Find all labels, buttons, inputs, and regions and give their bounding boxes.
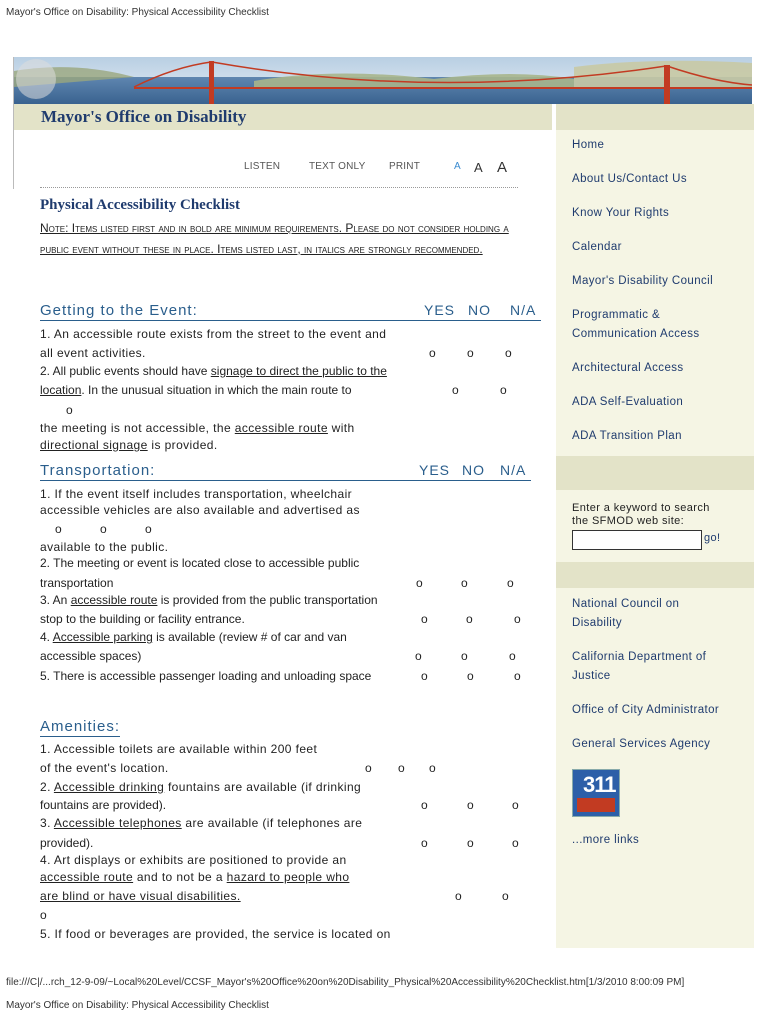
amenities-item-1-no[interactable]: o (398, 761, 405, 775)
section-amenities[interactable]: Amenities: (40, 718, 121, 735)
transport-item-4-na[interactable]: o (509, 649, 516, 663)
amenities-accessible-route-link[interactable]: accessible route (40, 870, 134, 884)
amenities-item-3-na[interactable]: o (512, 836, 519, 850)
transport-item-4-line1: 4. Accessible parking is available (review # of car and van (40, 630, 347, 644)
sidebar-mid-band (552, 456, 754, 490)
dotted-divider (40, 187, 518, 188)
sidebar-gap (552, 104, 556, 948)
getting-item-2-na[interactable]: o (66, 403, 73, 417)
sidebar (552, 104, 754, 948)
transport-item-2-yes[interactable]: o (416, 576, 423, 590)
amenities-item-4-yes[interactable]: o (455, 889, 462, 903)
checklist-note[interactable]: Note: Items listed first and in bold are minimum requirements. Please do not consider holding a public event without these in place. Items listed last, in italics are strongly recommended. (40, 221, 509, 256)
hazard-link[interactable]: hazard to people who (226, 870, 350, 884)
golden-gate-bridge-image (14, 57, 752, 105)
getting-item-2-no[interactable]: o (500, 383, 507, 397)
directional-signage-link[interactable]: directional signage (40, 438, 148, 452)
sidebar-lower-band (552, 562, 754, 588)
amenities-item-4-line3 (40, 889, 241, 903)
search-label: Enter a keyword to search the SFMOD web site: (572, 502, 710, 527)
transport-item-1-line1: 1. If the event itself includes transportation, wheelchair (40, 487, 353, 501)
bridge-banner (14, 57, 752, 105)
text-size-large[interactable]: A (497, 159, 508, 176)
getting-item-2-line4: directional signage is provided. (40, 438, 218, 452)
amenities-item-4-no[interactable]: o (502, 889, 509, 903)
site-title[interactable]: Mayor's Office on Disability (41, 107, 247, 126)
transport-item-1-yes[interactable]: o (55, 522, 62, 536)
getting-item-2-line1: 2. All public events should have signage to direct the public to the (40, 364, 387, 378)
transport-item-2-line2: transportation (40, 576, 114, 590)
sidebar-top-band (552, 104, 754, 130)
transport-item-5-na[interactable]: o (514, 669, 521, 683)
amenities-item-2-line2: fountains are provided). (40, 798, 167, 812)
transport-item-2-line1: 2. The meeting or event is located close to accessible public (40, 556, 360, 570)
getting-item-1-na[interactable]: o (505, 346, 512, 360)
signage-link[interactable]: signage to direct the public to the (210, 364, 387, 378)
accessible-parking-link[interactable]: Accessible parking (52, 630, 153, 644)
more-links-link[interactable]: ...more links (572, 834, 640, 846)
listen-link[interactable]: LISTEN (244, 161, 281, 172)
amenities-item-1-line1: 1. Accessible toilets are available within 200 feet (40, 742, 318, 756)
getting-item-1-no[interactable]: o (467, 346, 474, 360)
nav-about-contact[interactable]: About Us/Contact Us (572, 173, 687, 185)
transport-item-3-line1: 3. An accessible route is provided from the public transportation (40, 593, 378, 607)
amenities-item-5: 5. If food or beverages are provided, the service is located on (40, 927, 391, 941)
accessible-telephones-link[interactable]: Accessible telephones (53, 816, 182, 830)
transport-item-3-line2: stop to the building or facility entrance. (40, 612, 245, 626)
nav-programmatic-access[interactable]: Programmatic & Communication Access (572, 309, 700, 340)
print-footer-path: file:///C|/...rch_12-9-09/~Local%20Level/CCSF_Mayor's%20Office%20on%20Disability_Physical%20Accessibility%20Checklist.htm[1/3/2010 8:00:09 PM] (6, 977, 685, 988)
accessible-drinking-link[interactable]: Accessible drinking (53, 780, 165, 794)
transport-item-1-na[interactable]: o (145, 522, 152, 536)
amenities-item-2-line1: 2. Accessible drinking fountains are available (if drinking (40, 780, 362, 794)
amenities-item-4-na[interactable]: o (40, 908, 47, 922)
amenities-item-2-na[interactable]: o (512, 798, 519, 812)
getting-item-1-line1: 1. An accessible route exists from the street to the event and (40, 327, 387, 341)
link-national-council[interactable]: National Council on Disability (572, 598, 680, 629)
print-link[interactable]: PRINT (389, 161, 420, 172)
text-size-medium[interactable]: A (474, 160, 483, 175)
amenities-item-3-line1: 3. Accessible telephones are available (if telephones are (40, 816, 363, 830)
getting-item-2-line3: the meeting is not accessible, the accessible route with (40, 421, 355, 435)
site-title-bar (14, 104, 552, 130)
getting-item-1-line2: all event activities. (40, 346, 146, 360)
transport-item-4-no[interactable]: o (461, 649, 468, 663)
nav-architectural-access[interactable]: Architectural Access (572, 362, 684, 374)
amenities-item-3-line2: provided). (40, 836, 94, 850)
nav-ada-transition-plan[interactable]: ADA Transition Plan (572, 430, 682, 442)
amenities-item-3-yes[interactable]: o (421, 836, 428, 850)
transport-item-3-na[interactable]: o (514, 612, 521, 626)
transport-item-5: 5. There is accessible passenger loading and unloading space (40, 669, 372, 683)
amenities-item-1-line2: of the event's location. (40, 761, 169, 775)
sf311-logo[interactable]: 311 (572, 769, 620, 817)
transport-accessible-route-link[interactable]: accessible route (70, 593, 158, 607)
getting-item-1-yes[interactable]: o (429, 346, 436, 360)
nav-home[interactable]: Home (572, 139, 605, 151)
checklist-title: Physical Accessibility Checklist (40, 197, 240, 213)
amenities-item-1-yes[interactable]: o (365, 761, 372, 775)
print-page-title-bottom: Mayor's Office on Disability: Physical Accessibility Checklist (6, 1000, 269, 1011)
amenities-item-3-no[interactable]: o (467, 836, 474, 850)
transport-item-3-no[interactable]: o (466, 612, 473, 626)
transport-item-4-yes[interactable]: o (415, 649, 422, 663)
transport-item-1-line3: available to the public. (40, 540, 169, 554)
transport-item-5-yes[interactable]: o (421, 669, 428, 683)
print-page-title: Mayor's Office on Disability: Physical Accessibility Checklist (6, 7, 269, 18)
amenities-item-4-line2: accessible route and to not be a hazard to people who (40, 870, 350, 884)
amenities-item-2-no[interactable]: o (467, 798, 474, 812)
search-input[interactable] (572, 530, 702, 550)
text-size-small[interactable]: A (454, 161, 461, 172)
getting-item-2-yes[interactable]: o (452, 383, 459, 397)
visual-disabilities-link[interactable]: are blind or have visual disabilities. (40, 889, 241, 903)
amenities-item-4-line1: 4. Art displays or exhibits are positioned to provide an (40, 853, 347, 867)
accessible-route-link[interactable]: accessible route (234, 421, 328, 435)
transport-item-3-yes[interactable]: o (421, 612, 428, 626)
transport-item-5-no[interactable]: o (467, 669, 474, 683)
text-only-link[interactable]: TEXT ONLY (309, 161, 366, 172)
location-link[interactable]: location (40, 383, 82, 397)
section-getting-to-event[interactable]: Getting to the Event: YES NO N/A (40, 302, 541, 321)
amenities-item-1-na[interactable]: o (429, 761, 436, 775)
transport-item-1-line2: accessible vehicles are also available and advertised as (40, 503, 360, 517)
nav-ada-self-evaluation[interactable]: ADA Self-Evaluation (572, 396, 684, 408)
link-ca-dept-justice[interactable]: California Department of Justice (572, 651, 707, 682)
getting-item-2-line2: location. In the unusual situation in which the main route to (40, 383, 352, 397)
nav-disability-council[interactable]: Mayor's Disability Council (572, 275, 714, 287)
link-general-services[interactable]: General Services Agency (572, 738, 711, 750)
transport-item-2-na[interactable]: o (507, 576, 514, 590)
transport-item-2-no[interactable]: o (461, 576, 468, 590)
page-tools (0, 161, 552, 177)
link-city-administrator[interactable]: Office of City Administrator (572, 704, 720, 716)
transport-item-1-no[interactable]: o (100, 522, 107, 536)
transport-item-4-line2: accessible spaces) (40, 649, 142, 663)
nav-know-your-rights[interactable]: Know Your Rights (572, 207, 670, 219)
search-go-button[interactable]: go! (704, 532, 721, 544)
nav-calendar[interactable]: Calendar (572, 241, 622, 253)
amenities-item-2-yes[interactable]: o (421, 798, 428, 812)
section-transportation[interactable]: Transportation: YES NO N/A (40, 462, 531, 481)
sf311-bridge-icon (577, 798, 615, 812)
